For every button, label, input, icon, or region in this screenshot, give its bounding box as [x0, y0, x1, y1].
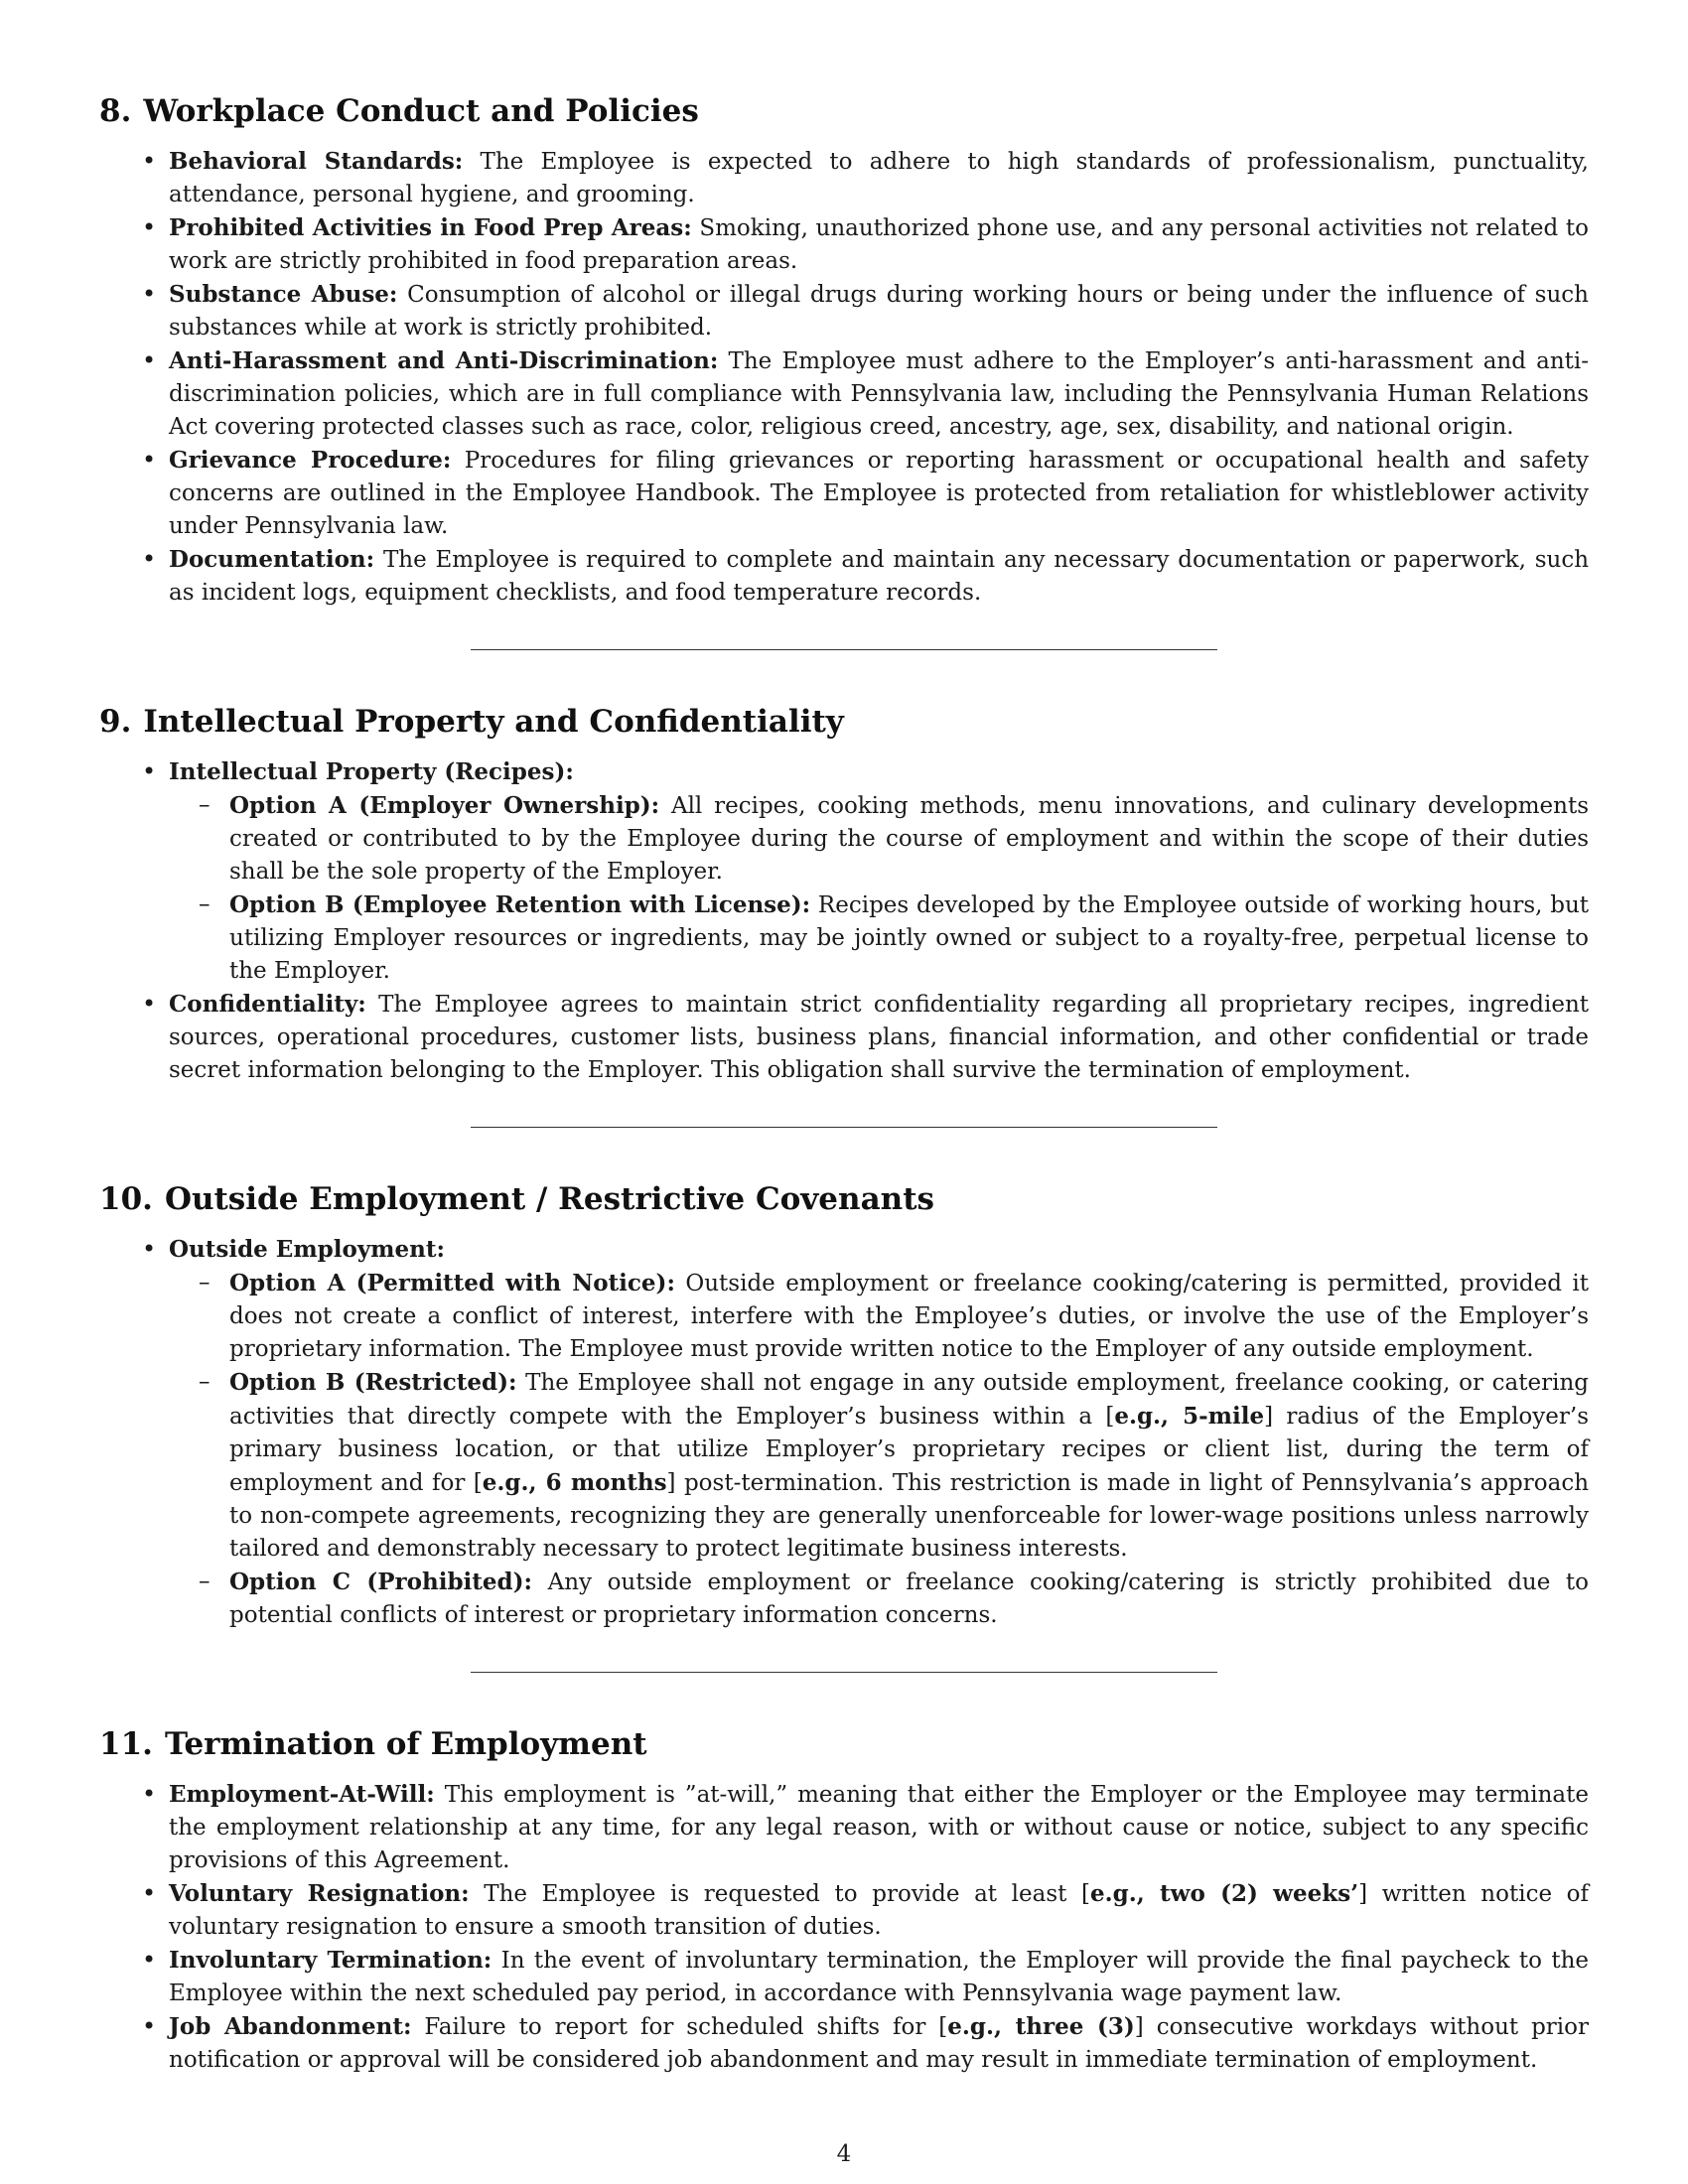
list-item: • Documentation: The Employee is required to complete and maintain any necessary documentation or paperwork, such as incident logs, equipment checklists, and food temperature records.: [99, 543, 1589, 610]
bullet-list: [99, 1778, 1589, 2077]
section-9-intellectual-property: [99, 702, 1589, 1087]
list-item: • Anti-Harassment and Anti-Discrimination: The Employee must adhere to the Employer’s anti-harassment and anti-discrimination policies, which are in full compliance with Pennsylvania law, including the Pennsylvania Human Relations Act covering protected classes such as race, color, religious creed, ancestry, age, sex, disability, and national origin.: [99, 344, 1589, 444]
section-divider: [471, 1672, 1217, 1673]
list-item: • Behavioral Standards: The Employee is expected to adhere to high standards of professionalism, punctuality, attendance, personal hygiene, and grooming.: [99, 145, 1589, 211]
sub-list-item: – Option C (Prohibited): Any outside employment or freelance cooking/catering is strictly prohibited due to potential conflicts of interest or proprietary information concerns.: [169, 1566, 1589, 1632]
section-divider: [471, 1127, 1217, 1128]
list-item: • Involuntary Termination: In the event of involuntary termination, the Employer will provide the final paycheck to the Employee within the next scheduled pay period, in accordance with Pennsylvania wage payment law.: [99, 1944, 1589, 2010]
sub-list-item: – Option B (Restricted): The Employee shall not engage in any outside employment, freelance cooking, or catering activities that directly compete with the Employer’s business within a [e.g., 5-mile] radius of the Employer’s primary business location, or that utilize Employer’s proprietary recipes or client list, during the term of employment and for [e.g., 6 months] post-termination. This restriction is made in light of Pennsylvania’s approach to non-compete agreements, recognizing they are generally unenforceable for lower-wage positions unless narrowly tailored and demonstrably necessary to protect legitimate business interests.: [169, 1366, 1589, 1566]
section-heading: 11. Termination of Employment: [99, 1726, 647, 1762]
list-item: • Confidentiality: The Employee agrees to maintain strict confidentiality regarding all proprietary recipes, ingredient sources, operational procedures, customer lists, business plans, financial information, and other confidential or trade secret information belonging to the Employer. This obligation shall survive the termination of employment.: [99, 988, 1589, 1087]
section-heading: 10. Outside Employment / Restrictive Covenants: [99, 1181, 934, 1217]
list-item: • Voluntary Resignation: The Employee is requested to provide at least [e.g., two (2) weeks’] written notice of voluntary resignation to ensure a smooth transition of duties.: [99, 1877, 1589, 1944]
placeholder-value: e.g., three (3): [947, 2013, 1135, 2040]
section-divider: [471, 649, 1217, 650]
list-item: • Intellectual Property (Recipes): – Option A (Employer Ownership): All recipes, cooking methods, menu innovations, and culinary developments created or contributed to by the Employee during the course of employment and within the scope of their duties shall be the sole property of the Employer. – Option B (Employee Retention with License): Recipes developed by the Employee outside of working hours, but utilizing Employer resources or ingredients, may be jointly owned or subject to a royalty-free, perpetual license to the Employer.: [99, 755, 1589, 988]
list-item: • Grievance Procedure: Procedures for filing grievances or reporting harassment or occupational health and safety concerns are outlined in the Employee Handbook. The Employee is protected from retaliation for whistleblower activity under Pennsylvania law.: [99, 444, 1589, 543]
list-item: • Prohibited Activities in Food Prep Areas: Smoking, unauthorized phone use, and any personal activities not related to work are strictly prohibited in food preparation areas.: [99, 211, 1589, 278]
sub-list: [169, 1267, 1589, 1632]
sub-list-item: – Option A (Permitted with Notice): Outside employment or freelance cooking/catering is permitted, provided it does not create a conflict of interest, interfere with the Employee’s duties, or involve the use of the Employer’s proprietary information. The Employee must provide written notice to the Employer of any outside employment.: [169, 1267, 1589, 1366]
list-item: • Job Abandonment: Failure to report for scheduled shifts for [e.g., three (3)] consecutive workdays without prior notification or approval will be considered job abandonment and may result in immediate termination of employment.: [99, 2010, 1589, 2077]
list-item: • Substance Abuse: Consumption of alcohol or illegal drugs during working hours or being under the influence of such substances while at work is strictly prohibited.: [99, 278, 1589, 344]
page-number: 4: [836, 2141, 852, 2167]
sub-list: [169, 789, 1589, 988]
list-item: • Outside Employment: – Option A (Permitted with Notice): Outside employment or freelance cooking/catering is permitted, provided it does not create a conflict of interest, interfere with the Employee’s duties, or involve the use of the Employer’s proprietary information. The Employee must provide written notice to the Employer of any outside employment. – Option B (Restricted): The Employee shall not engage in any outside employment, freelance cooking, or catering activities that directly compete with the Employer’s business within a [e.g., 5-mile] radius of the Employer’s primary business location, or that utilize Employer’s proprietary recipes or client list, during the term of employment and for [e.g., 6 months] post-termination. This restriction is made in light of Pennsylvania’s approach to non-compete agreements, recognizing they are generally unenforceable for lower-wage positions unless narrowly tailored and demonstrably necessary to protect legitimate business interests. – Option C (Prohibited): Any outside employment or freelance cooking/catering is strictly prohibited due to potential conflicts of interest or proprietary information concerns.: [99, 1233, 1589, 1632]
bullet-list: [99, 755, 1589, 1087]
sub-list-item: – Option B (Employee Retention with License): Recipes developed by the Employee outside of working hours, but utilizing Employer resources or ingredients, may be jointly owned or subject to a royalty-free, perpetual license to the Employer.: [169, 888, 1589, 988]
section-heading: 8. Workplace Conduct and Policies: [99, 93, 699, 129]
placeholder-value: e.g., 5-mile: [1114, 1403, 1265, 1430]
placeholder-value: e.g., 6 months: [482, 1469, 667, 1496]
list-item: • Employment-At-Will: This employment is ”at-will,” meaning that either the Employer or the Employee may terminate the employment relationship at any time, for any legal reason, with or without cause or notice, subject to any specific provisions of this Agreement.: [99, 1778, 1589, 1877]
section-11-termination: [99, 1724, 1589, 2077]
section-heading: 9. Intellectual Property and Confidentiality: [99, 704, 844, 740]
section-8-workplace-conduct: [99, 91, 1589, 610]
bullet-list: [99, 1233, 1589, 1632]
bullet-list: [99, 145, 1589, 610]
section-10-outside-employment: [99, 1179, 1589, 1632]
placeholder-value: e.g., two (2) weeks’: [1089, 1880, 1359, 1907]
sub-list-item: – Option A (Employer Ownership): All recipes, cooking methods, menu innovations, and culinary developments created or contributed to by the Employee during the course of employment and within the scope of their duties shall be the sole property of the Employer.: [169, 789, 1589, 888]
